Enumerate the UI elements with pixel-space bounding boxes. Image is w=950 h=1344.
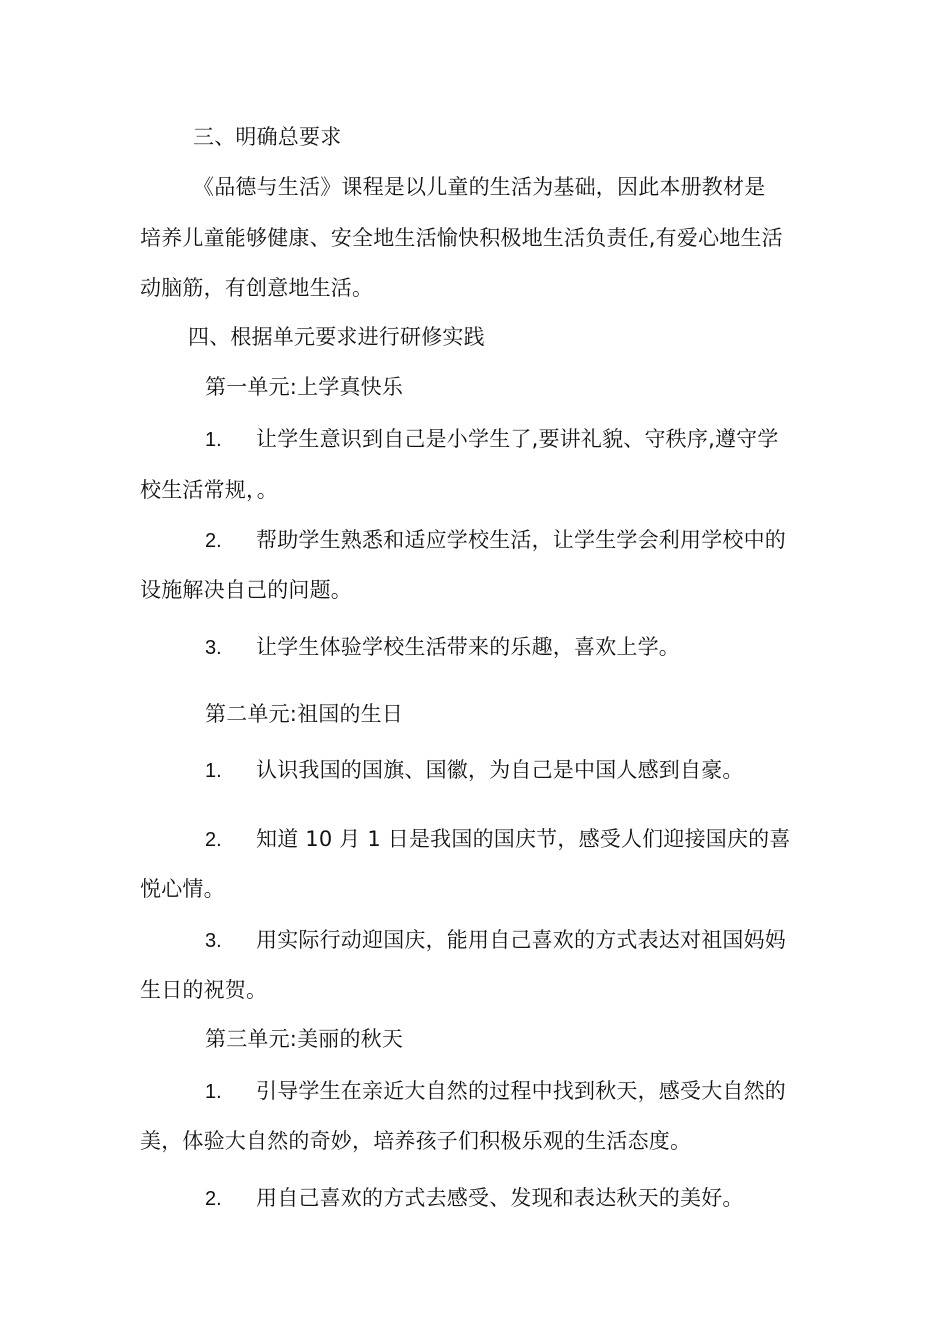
unit-title-1: 第一单元:上学真快乐 (205, 375, 404, 399)
list-item-number: 2. (205, 1188, 222, 1210)
paragraph-line: 培养儿童能够健康、安全地生活愉快积极地生活负责任,有爱心地生活 (140, 226, 783, 250)
list-item-number: 3. (205, 930, 222, 952)
list-item-text: 让学生意识到自己是小学生了,要讲礼貌、守秩序,遵守学 (256, 427, 779, 451)
list-item-text: 帮助学生熟悉和适应学校生活，让学生学会利用学校中的 (256, 528, 786, 552)
list-item-text: 让学生体验学校生活带来的乐趣，喜欢上学。 (256, 635, 680, 659)
list-item-number: 1. (205, 760, 222, 782)
list-item-text: 用实际行动迎国庆，能用自己喜欢的方式表达对祖国妈妈 (256, 928, 786, 952)
paragraph-line: 《品德与生活》课程是以儿童的生活为基础，因此本册教材是 (193, 175, 766, 199)
list-item-text-cont: 生日的祝贺。 (140, 978, 268, 1002)
list-item-text-cont: 设施解决自己的问题。 (140, 578, 352, 602)
list-item-text: 引导学生在亲近大自然的过程中找到秋天，感受大自然的 (256, 1079, 786, 1103)
list-item-text-cont: 美，体验大自然的奇妙，培养孩子们积极乐观的生活态度。 (140, 1129, 692, 1153)
list-item-number: 2. (205, 530, 222, 552)
list-item-number: 1. (205, 429, 222, 451)
list-item-text: 用自己喜欢的方式去感受、发现和表达秋天的美好。 (256, 1186, 744, 1210)
list-item-text-cont: 悦心情。 (140, 877, 225, 901)
list-item-number: 1. (205, 1081, 222, 1103)
section-heading-4: 四、根据单元要求进行研修实践 (188, 325, 485, 349)
paragraph-line: 动脑筋，有创意地生活。 (140, 276, 374, 300)
list-item-text-cont: 校生活常规，。 (140, 478, 278, 502)
section-heading-3: 三、明确总要求 (193, 125, 342, 149)
unit-title-3: 第三单元:美丽的秋天 (205, 1027, 404, 1051)
unit-title-2: 第二单元:祖国的生日 (205, 702, 404, 726)
list-item-text: 认识我国的国旗、国徽，为自己是中国人感到自豪。 (256, 758, 744, 782)
list-item-number: 2. (205, 829, 222, 851)
list-item-number: 3. (205, 637, 222, 659)
list-item-text: 知道 10 月 1 日是我国的国庆节，感受人们迎接国庆的喜 (256, 827, 791, 851)
